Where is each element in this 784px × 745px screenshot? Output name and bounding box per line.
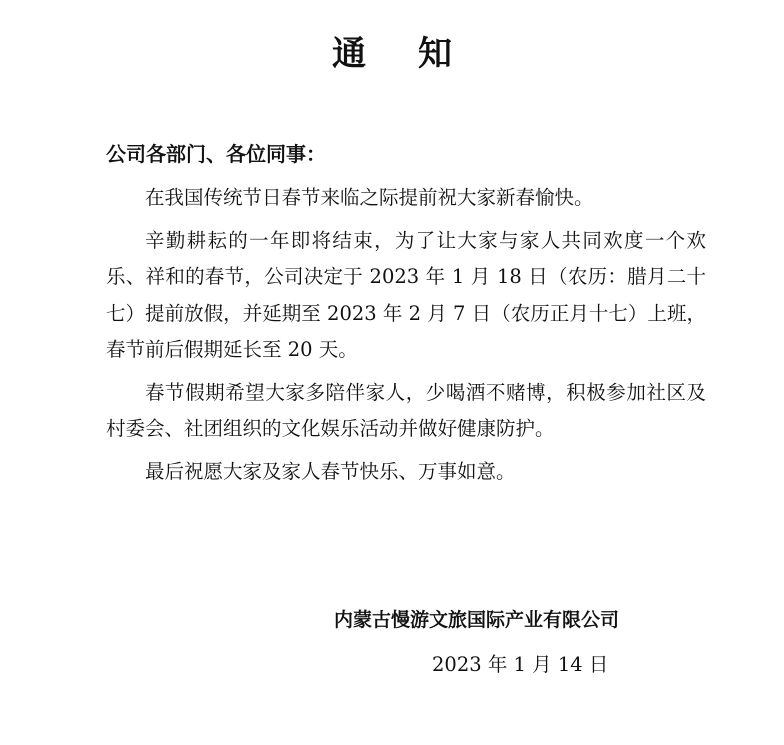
notice-title: 通知 (332, 34, 504, 74)
company-signature: 内蒙古慢游文旅国际产业有限公司 (334, 609, 620, 631)
notice-body (106, 180, 706, 496)
paragraph-greeting: 在我国传统节日春节来临之际提前祝大家新春愉快。 (145, 186, 594, 209)
notice-date: 2023 年 1 月 14 日 (432, 653, 609, 676)
paragraph-closing-wishes: 最后祝愿大家及家人春节快乐、万事如意。 (145, 459, 516, 483)
paragraph-holiday-schedule: 辛勤耕耘的一年即将结束，为了让大家与家人共同欢度一个欢乐、祥和的春节，公司决定于 2023 年 1 月 18 日（农历：腊月二十七）提前放假，并延期至 2023 年 2 月 7 日（农历正月十七）上班，春节前后假期延长至 20 天。 (106, 228, 706, 361)
paragraph-holiday-advice: 春节假期希望大家多陪伴家人，少喝酒不赌博，积极参加社区及村委会、社团组织的文化娱乐活动并做好健康防护。 (106, 380, 706, 440)
salutation: 公司各部门、各位同事： (106, 142, 326, 166)
